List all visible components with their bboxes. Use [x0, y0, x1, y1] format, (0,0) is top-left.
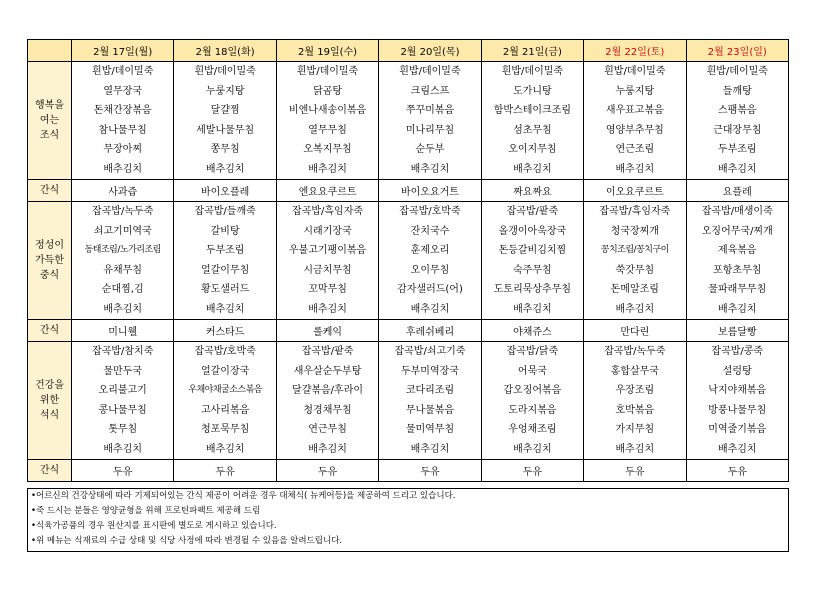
menu-item: 홍합살무국: [610, 365, 659, 377]
menu-item: 배추김치: [103, 443, 143, 455]
menu-item: 쑥갓무침: [615, 264, 655, 276]
menu-item: 동태조림/노가리조림: [84, 245, 161, 255]
snack-item: 짜요짜요: [481, 180, 583, 202]
menu-item: 도토리묵상추무침: [493, 284, 572, 295]
day-header: 2월 18일(화): [174, 40, 276, 62]
menu-item: 물만두국: [103, 365, 143, 377]
menu-item: 배추김치: [513, 163, 552, 175]
label-line: 정성이: [35, 240, 64, 251]
menu-item: 잡곡밥/호박죽: [399, 206, 461, 217]
menu-item: 잡곡밥/팥죽: [506, 206, 559, 217]
lunch-label: [28, 202, 72, 320]
menu-item: 우불고기팽이볶음: [288, 245, 367, 256]
menu-item: 올갱이아욱장국: [498, 225, 567, 237]
snack-item: 만다린: [584, 320, 686, 342]
snack-item: 미니웰: [72, 320, 174, 342]
menu-item: 열무무침: [308, 124, 347, 136]
breakfast-label: [28, 62, 72, 180]
menu-item: 근대장무침: [713, 124, 762, 136]
menu-item: 새우표고볶음: [605, 105, 664, 116]
snack-label: 간식: [28, 180, 72, 202]
menu-item: 배추김치: [308, 303, 347, 315]
menu-item: 훈제오리: [410, 245, 450, 256]
menu-item: 콩나물무침: [98, 404, 147, 416]
menu-item: 도라지볶음: [508, 404, 557, 416]
dinner-day-cell: [276, 342, 378, 460]
dinner-day-cell: [481, 342, 583, 460]
menu-item: 크림스프: [410, 85, 450, 97]
menu-item: 닭곰탕: [313, 85, 343, 97]
menu-item: 잡곡밥/쇠고기죽: [394, 346, 466, 357]
lunch-day-cell: [174, 202, 276, 320]
menu-item: 갑오징어볶음: [503, 385, 562, 396]
menu-item: 유채무침: [103, 264, 143, 276]
lunch-day-cell: [72, 202, 174, 320]
menu-item: 잡곡밥/팥죽: [301, 346, 354, 357]
menu-item: 잡곡밥/녹두죽: [92, 206, 154, 217]
menu-item: 잡곡밥/호박죽: [194, 346, 256, 357]
day-header: 2월 21일(금): [481, 40, 583, 62]
menu-item: 배추김치: [205, 163, 245, 175]
menu-item: 어묵국: [517, 365, 547, 377]
menu-item: 배추김치: [717, 443, 757, 455]
note-line: •어르신의 건강상태에 따라 기제되어있는 간식 제공이 어려운 경우 대체식( 뉴케어등)을 제공하여 드리고 있습니다.: [31, 491, 456, 501]
dinner-day-cell: [72, 342, 174, 460]
lunch-day-cell: [686, 202, 788, 320]
breakfast-row: [28, 62, 789, 180]
menu-item: 누룽지탕: [615, 85, 655, 97]
menu-item: 도가니탕: [513, 85, 552, 97]
label-line: 석식: [39, 410, 60, 421]
menu-item: 잡곡밥/콩죽: [711, 346, 764, 357]
menu-item: 연근조림: [615, 144, 655, 155]
snack-row-3: [28, 460, 789, 482]
menu-item: 흰밥/데이밀죽: [501, 66, 564, 77]
menu-item: 두부미역장국: [400, 365, 459, 377]
dinner-day-cell: [686, 342, 788, 460]
menu-item: 시래기장국: [303, 225, 352, 237]
menu-item: 흰밥/데이밀죽: [92, 66, 154, 77]
menu-item: 고사리볶음: [200, 404, 250, 416]
note-line: •식육가공품의 경우 원산지를 표시판에 별도로 게시하고 있습니다.: [31, 521, 277, 531]
day-header-weekend: 2월 23일(일): [686, 40, 788, 62]
label-line: 가득한: [35, 255, 64, 266]
lunch-day-cell: [379, 202, 481, 320]
menu-item: 오징어무국/찌개: [701, 225, 773, 237]
snack-item: 두유: [379, 460, 481, 482]
menu-item: 두부조림: [717, 144, 757, 155]
menu-item: 잔치국수: [410, 225, 450, 237]
menu-item: 배추김치: [308, 163, 347, 175]
menu-item: 흰밥/데이밀죽: [706, 66, 768, 77]
snack-item: 요플레: [686, 180, 788, 202]
menu-item: 배추김치: [205, 443, 245, 455]
menu-item: 배추김치: [410, 303, 450, 315]
menu-item: 배추김치: [615, 443, 655, 455]
menu-item: 잡곡밥/들깨죽: [194, 206, 256, 217]
menu-item: 쭈꾸미볶음: [405, 105, 455, 116]
dinner-label: [28, 342, 72, 460]
menu-item: 배추김치: [615, 163, 655, 175]
menu-item: 미역줄기볶음: [708, 424, 767, 435]
snack-item: 보름달빵: [686, 320, 788, 342]
dinner-row: [28, 342, 789, 460]
menu-item: 갈비탕: [210, 225, 240, 237]
menu-item: 숙주무침: [513, 264, 552, 276]
menu-item: 흰밥/데이밀죽: [399, 66, 461, 77]
menu-item: 배추김치: [205, 303, 245, 315]
menu-item: 달걀볶음/후라이: [292, 385, 364, 396]
menu-item: 영양부추무침: [605, 124, 664, 136]
menu-item: 두부조림: [205, 245, 245, 256]
menu-item: 우장조림: [615, 385, 655, 396]
menu-item: 배추김치: [717, 303, 757, 315]
menu-item: 제육볶음: [717, 245, 757, 256]
menu-item: 오리불고기: [98, 385, 147, 396]
menu-item: 순대찜,김: [101, 284, 144, 295]
dinner-day-cell: [379, 342, 481, 460]
menu-item: 청포묵무침: [200, 424, 250, 435]
menu-item: 잡곡밥/녹두죽: [604, 346, 666, 357]
menu-item: 꽁치조림/꽁치구이: [600, 245, 669, 255]
menu-item: 시금치무침: [303, 264, 352, 276]
menu-item: 낙지야채볶음: [708, 385, 767, 396]
menu-item: 설렁탕: [722, 365, 752, 377]
menu-item: 돈메알조림: [610, 284, 659, 295]
menu-item: 감자샐러드(어): [397, 284, 463, 295]
menu-item: 잡곡밥/닭죽: [506, 346, 559, 357]
menu-item: 스팸볶음: [717, 105, 757, 116]
day-header: 2월 17일(월): [72, 40, 174, 62]
menu-item: 물미역무침: [405, 424, 455, 435]
menu-item: 흰밥/데이밀죽: [296, 66, 359, 77]
notes-box: [27, 488, 789, 552]
snack-label: 간식: [28, 460, 72, 482]
menu-item: 배추김치: [308, 443, 347, 455]
menu-item: 순두부: [415, 144, 445, 155]
menu-item: 얼갈이장국: [200, 365, 250, 377]
label-line: 위한: [39, 395, 60, 406]
snack-item: 후레쉬베리: [379, 320, 481, 342]
snack-item: 이오요쿠르트: [584, 180, 686, 202]
snack-item: 두유: [584, 460, 686, 482]
snack-item: 두유: [72, 460, 174, 482]
snack-item: 엔요요쿠르트: [276, 180, 378, 202]
menu-item: 참나물무침: [98, 124, 147, 136]
menu-item: 배추김치: [103, 303, 143, 315]
snack-label: 간식: [28, 320, 72, 342]
menu-item: 무나물볶음: [405, 404, 455, 416]
menu-item: 배추김치: [513, 443, 552, 455]
menu-item: 함박스테이크조림: [493, 105, 572, 116]
menu-item: 가지무침: [615, 424, 655, 435]
snack-item: 바이오요거트: [379, 180, 481, 202]
menu-item: 배추김치: [410, 163, 450, 175]
lunch-row: [28, 202, 789, 320]
menu-item: 섬초무침: [513, 124, 552, 136]
menu-item: 청경채무침: [303, 404, 352, 416]
snack-item: 커스타드: [174, 320, 276, 342]
menu-item: 우채야채굴소스볶음: [188, 385, 262, 395]
menu-item: 포항초무침: [713, 264, 762, 276]
breakfast-day-cell: [584, 62, 686, 180]
menu-item: 우엉채조림: [508, 424, 557, 435]
menu-item: 흰밥/데이밀죽: [194, 66, 256, 77]
menu-item: 오이무침: [410, 264, 450, 276]
menu-item: 방풍나물무침: [708, 404, 767, 416]
breakfast-day-cell: [276, 62, 378, 180]
menu-item: 무장아찌: [103, 144, 143, 155]
menu-item: 잡곡밥/흑임자죽: [292, 206, 364, 217]
dinner-day-cell: [174, 342, 276, 460]
menu-item: 잡곡밥/참치죽: [92, 346, 154, 357]
snack-item: 야채쥬스: [481, 320, 583, 342]
menu-item: 세발나물무침: [196, 124, 255, 136]
snack-item: 두유: [174, 460, 276, 482]
snack-item: 바이오플레: [174, 180, 276, 202]
menu-item: 오이지무침: [508, 144, 557, 155]
breakfast-day-cell: [72, 62, 174, 180]
menu-item: 열무장국: [103, 85, 143, 97]
menu-item: 황도샐러드: [200, 284, 250, 295]
menu-item: 톳무침: [108, 424, 138, 435]
snack-item: 사과즙: [72, 180, 174, 202]
menu-item: 잡곡밥/매생이죽: [701, 206, 773, 217]
menu-item: 청국장찌개: [610, 225, 659, 237]
day-header-weekend: 2월 22일(토): [584, 40, 686, 62]
corner-cell: [28, 40, 72, 62]
menu-item: 배추김치: [615, 303, 655, 315]
menu-item: 배추김치: [410, 443, 450, 455]
breakfast-day-cell: [379, 62, 481, 180]
lunch-day-cell: [481, 202, 583, 320]
menu-item: 쫑무침: [210, 144, 240, 155]
lunch-day-cell: [584, 202, 686, 320]
menu-item: 배추김치: [103, 163, 143, 175]
snack-item: 두유: [481, 460, 583, 482]
label-line: 여는: [39, 115, 60, 126]
dinner-day-cell: [584, 342, 686, 460]
breakfast-day-cell: [174, 62, 276, 180]
header-row: [28, 40, 789, 62]
label-line: 건강을: [35, 380, 64, 391]
menu-item: 누룽지탕: [205, 85, 245, 97]
day-header: 2월 19일(수): [276, 40, 378, 62]
label-line: 중식: [39, 270, 60, 281]
label-line: 행복을: [35, 100, 64, 111]
menu-item: 들깨탕: [722, 85, 752, 97]
snack-row-2: [28, 320, 789, 342]
note-line: •죽 드시는 분들은 영양균형을 위해 프로틴파팩트 제공해 드림: [31, 506, 261, 516]
menu-item: 미나리무침: [405, 124, 455, 136]
menu-item: 달걀찜: [210, 105, 240, 116]
menu-item: 물파래무무침: [708, 284, 767, 295]
label-line: 조식: [39, 130, 60, 141]
snack-item: 두유: [276, 460, 378, 482]
snack-item: 롤케익: [276, 320, 378, 342]
menu-item: 얼갈이무침: [200, 264, 250, 276]
menu-item: 연근무침: [308, 424, 347, 435]
menu-item: 코다리조림: [405, 385, 455, 396]
day-header: 2월 20일(목): [379, 40, 481, 62]
menu-item: 쇠고기미역국: [93, 225, 152, 237]
menu-item: 배추김치: [513, 303, 552, 315]
note-line: •위 메뉴는 식재료의 수급 상태 및 식당 사정에 따라 변경될 수 있음을 알려드립니다.: [31, 536, 343, 546]
breakfast-day-cell: [481, 62, 583, 180]
lunch-day-cell: [276, 202, 378, 320]
snack-item: 두유: [686, 460, 788, 482]
menu-item: 비엔나새송이볶음: [288, 105, 367, 116]
snack-row-1: [28, 180, 789, 202]
menu-item: 배추김치: [717, 163, 757, 175]
menu-item: 돈등갈비김치찜: [498, 245, 567, 256]
menu-item: 새우살순두부탕: [293, 365, 362, 377]
breakfast-day-cell: [686, 62, 788, 180]
weekly-menu-table: [27, 39, 789, 482]
menu-item: 흰밥/데이밀죽: [604, 66, 666, 77]
menu-item: 호박볶음: [615, 404, 655, 416]
menu-item: 꼬막무침: [308, 284, 347, 295]
menu-item: 돈채간장볶음: [93, 105, 152, 116]
menu-item: 오복지무침: [303, 144, 352, 155]
menu-item: 잡곡밥/흑임자죽: [599, 206, 671, 217]
